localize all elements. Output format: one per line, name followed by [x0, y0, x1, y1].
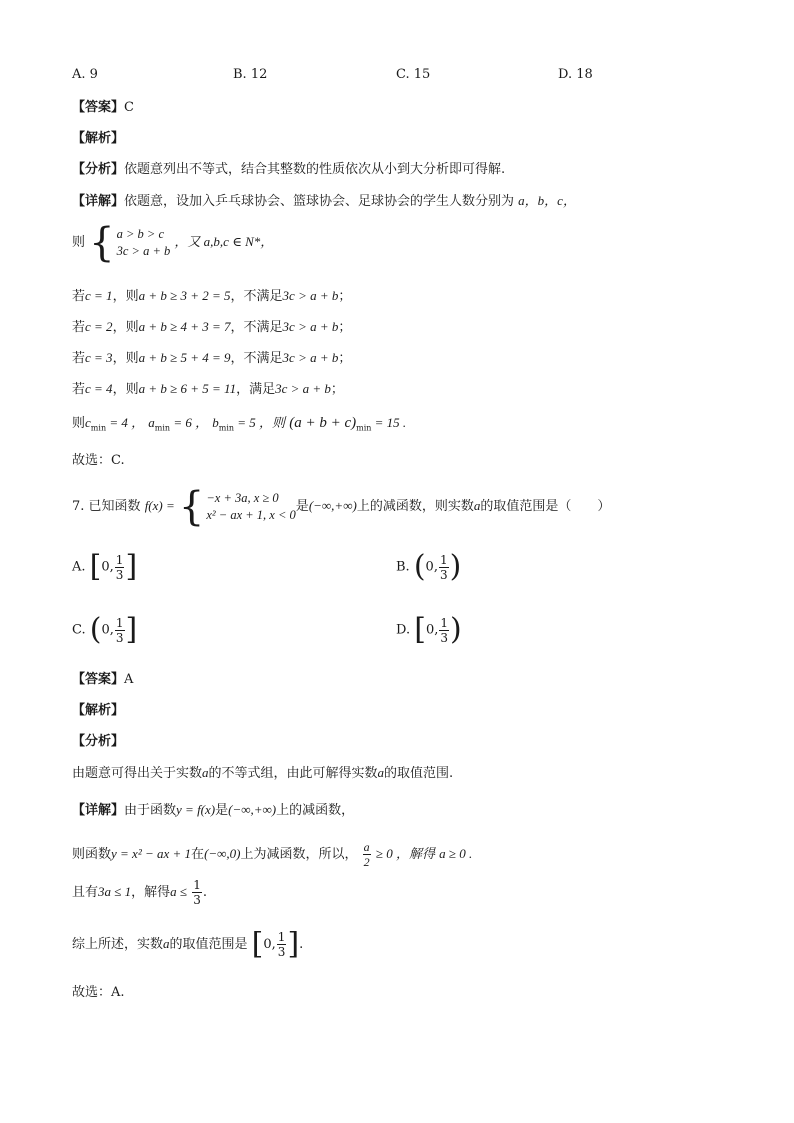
- detail-3-end: .: [202, 885, 207, 900]
- detail-3-result: a ≤: [170, 884, 188, 899]
- detail-vars: a，b，c，: [518, 193, 576, 208]
- piece-2: x² − ax + 1, x < 0: [206, 507, 296, 522]
- interval-zero: 0,: [425, 559, 438, 575]
- interval-zero: 0,: [101, 622, 114, 638]
- min-sub: min: [154, 423, 171, 433]
- piece-1: −x + 3a, x ≥ 0: [206, 490, 279, 505]
- piecewise-function: [178, 483, 296, 530]
- q6-case-2: [72, 318, 351, 337]
- case-ineq: a + b ≥ 3 + 2 = 5: [138, 288, 231, 303]
- q6-min-line: [72, 414, 406, 438]
- case-pre: 若: [72, 320, 86, 335]
- q7-analysis-tag: 【解析】: [72, 703, 125, 718]
- q6-system-line: [72, 219, 274, 266]
- sum-val: = 15 .: [371, 415, 407, 430]
- fenxi-tag: 【分析】: [72, 162, 125, 177]
- case-check: 3c > a + b: [282, 319, 339, 334]
- denominator: 3: [115, 630, 124, 645]
- detail-4-mid: 的取值范围是: [169, 937, 248, 952]
- denominator: 3: [439, 567, 448, 582]
- case-cond: c = 4: [85, 381, 113, 396]
- interval-zero: 0,: [101, 559, 114, 575]
- q7-a: a: [473, 498, 481, 513]
- q7-detail-2: [72, 836, 472, 873]
- q7-stem-pre: 7. 已知函数: [72, 499, 141, 514]
- q7-option-b: [396, 549, 462, 584]
- case-check: 3c > a + b: [282, 350, 339, 365]
- detail-2-ge: ≥ 0 ，解得: [375, 846, 435, 861]
- q7-detail-3: [72, 874, 207, 911]
- detail-1-mid: 是: [215, 803, 229, 818]
- numerator: 1: [115, 615, 124, 630]
- case-cond: c = 1: [85, 288, 113, 303]
- left-brace: {: [89, 219, 115, 266]
- detail-4-pre: 综上所述，实数: [72, 937, 164, 952]
- option-label: C.: [72, 622, 86, 638]
- q6-option-a: A. 9: [72, 67, 98, 82]
- denominator: 3: [115, 567, 124, 582]
- option-label: D.: [396, 622, 411, 638]
- detail-4-end: .: [299, 937, 304, 952]
- fenxi-part-3: 的取值范围.: [384, 766, 454, 781]
- right-bracket: ]: [287, 926, 300, 962]
- case-ineq: a + b ≥ 5 + 4 = 9: [138, 350, 231, 365]
- case-pre: 若: [72, 351, 86, 366]
- q6-fenxi: [72, 161, 505, 179]
- case-pre: 若: [72, 289, 86, 304]
- q7-stem-mid: 是: [295, 499, 309, 514]
- case-end: ；: [338, 351, 352, 366]
- q7-choose: 故选：A.: [72, 985, 125, 1000]
- q7-option-c: [72, 612, 138, 647]
- case-ineq: a + b ≥ 4 + 3 = 7: [138, 319, 231, 334]
- q6-answer: [72, 99, 134, 117]
- q6-case-3: [72, 349, 351, 368]
- q6-analysis-tag: 【解析】: [72, 131, 125, 146]
- numerator: 1: [277, 930, 286, 944]
- one-third: [192, 878, 202, 907]
- q7-answer: [72, 671, 133, 689]
- case-verdict: ，满足: [236, 382, 276, 397]
- min-sub: min: [90, 423, 107, 433]
- b-min-val: = 5 ，则: [234, 415, 286, 430]
- left-bracket: [: [251, 926, 264, 962]
- q7-fenxi-tag: 【分析】: [72, 734, 125, 749]
- q7-stem-post: 上的减函数，则实数: [356, 499, 474, 514]
- fraction: [439, 616, 449, 645]
- detail-text: 依题意，设加入乒乓球协会、篮球协会、足球协会的学生人数分别为: [124, 194, 515, 209]
- q6-case-4: [72, 380, 344, 399]
- case-verdict: ，不满足: [230, 320, 283, 335]
- fraction: [277, 930, 287, 959]
- a-min-val: = 6 ，: [170, 415, 209, 430]
- case-check: 3c > a + b: [275, 381, 331, 396]
- right-bracket: ): [449, 549, 462, 584]
- detail-3-mid: ，解得: [131, 885, 171, 900]
- interval-zero: 0,: [263, 937, 276, 952]
- fraction: [115, 616, 125, 645]
- q7-interval: (−∞,+∞): [308, 498, 357, 513]
- q7-fenxi-text: [72, 764, 453, 783]
- right-bracket: ]: [125, 612, 138, 647]
- option-label: B.: [396, 559, 410, 575]
- numerator: 1: [440, 615, 448, 630]
- case-mid: ，则: [112, 351, 139, 366]
- case-ineq: a + b ≥ 6 + 5 = 11: [138, 381, 237, 396]
- q7-detail-1: [72, 801, 354, 820]
- denominator: 3: [193, 893, 201, 907]
- answer-tag: 【答案】: [72, 100, 125, 115]
- inequality-system: [89, 219, 171, 266]
- case-end: ；: [330, 382, 344, 397]
- q6-option-d: D. 18: [558, 67, 593, 82]
- answer-tag: 【答案】: [72, 672, 125, 687]
- b-min-var: b: [212, 415, 219, 430]
- fenxi-part-2: 的不等式组，由此可解得实数: [208, 766, 378, 781]
- system-row-2: 3c > a + b: [116, 243, 171, 258]
- denominator: 3: [277, 945, 286, 959]
- case-end: ；: [338, 320, 352, 335]
- numerator: 1: [115, 552, 124, 567]
- case-mid: ，则: [112, 382, 139, 397]
- interval-zero: 0,: [425, 622, 439, 638]
- q7-detail-4: [72, 926, 303, 963]
- q6-option-c: C. 15: [396, 67, 431, 82]
- detail-2-pre: 则函数: [72, 847, 112, 862]
- var-a: a: [202, 765, 209, 780]
- detail-tag: 【详解】: [72, 803, 125, 818]
- q6-case-1: [72, 287, 351, 306]
- q7-fx: f(x) =: [144, 498, 175, 513]
- detail-1-interval: (−∞,+∞): [228, 802, 277, 817]
- option-label: A.: [72, 559, 86, 575]
- detail-2-result: a ≥ 0 .: [439, 846, 473, 861]
- answer-value: C: [124, 100, 134, 115]
- q7-stem: [72, 484, 610, 529]
- numerator: a: [363, 840, 370, 854]
- min-sub: min: [218, 423, 235, 433]
- fraction: [439, 553, 449, 582]
- detail-1-end: 上的减函数，: [276, 803, 355, 818]
- q6-option-b: B. 12: [233, 67, 268, 82]
- detail-2-mid: 上为减函数，所以，: [240, 847, 358, 862]
- right-bracket: ): [450, 612, 462, 647]
- min-sub: min: [356, 423, 372, 433]
- system-row-1: a > b > c: [116, 226, 165, 241]
- detail-2-in: 在: [191, 847, 205, 862]
- var-a: a: [377, 765, 385, 780]
- answer-value: A: [124, 672, 134, 687]
- q6-detail: [72, 192, 576, 211]
- left-bracket: (: [89, 612, 102, 647]
- left-bracket: [: [89, 549, 102, 584]
- system-after: ，又 a,b,c ∈ N*，: [174, 234, 274, 249]
- case-cond: c = 3: [85, 350, 113, 365]
- right-bracket: ]: [125, 549, 138, 584]
- fenxi-part-1: 由题意可得出关于实数: [72, 766, 203, 781]
- case-end: ；: [338, 289, 352, 304]
- sum-expr: (a + b + c): [289, 415, 357, 431]
- detail-tag: 【详解】: [72, 194, 125, 209]
- q7-option-a: [72, 549, 138, 584]
- q7-option-d: [396, 612, 462, 647]
- fenxi-text: 依题意列出不等式，结合其整数的性质依次从小到大分析即可得解.: [124, 162, 506, 177]
- left-brace: {: [178, 483, 205, 530]
- detail-2-fn: y = x² − ax + 1: [111, 846, 192, 861]
- detail-3-ineq: 3a ≤ 1: [98, 884, 132, 899]
- min-pre: 则: [72, 416, 86, 431]
- numerator: 1: [439, 552, 448, 567]
- case-verdict: ，不满足: [230, 351, 283, 366]
- case-cond: c = 2: [85, 319, 113, 334]
- var-a: a: [163, 936, 170, 951]
- detail-1-pre: 由于函数: [124, 803, 177, 818]
- case-mid: ，则: [112, 289, 139, 304]
- case-verdict: ，不满足: [230, 289, 283, 304]
- case-mid: ，则: [112, 320, 139, 335]
- then-text: 则: [72, 235, 86, 250]
- c-min-var: c: [85, 415, 91, 430]
- a-min-var: a: [148, 415, 155, 430]
- denominator: 2: [363, 855, 370, 869]
- q6-choose: 故选：C.: [72, 453, 125, 468]
- q7-stem-end: 的取值范围是（ ）: [480, 499, 611, 514]
- left-bracket: [: [414, 612, 426, 647]
- case-check: 3c > a + b: [282, 288, 339, 303]
- numerator: 1: [193, 878, 201, 892]
- c-min-val: = 4 ，: [106, 415, 145, 430]
- fraction: [115, 553, 125, 582]
- denominator: 3: [440, 630, 448, 645]
- detail-1-fn: y = f(x): [176, 802, 216, 817]
- left-bracket: (: [413, 549, 426, 584]
- a-over-2: [363, 840, 371, 869]
- detail-2-interval: (−∞,0): [204, 846, 241, 861]
- case-pre: 若: [72, 382, 86, 397]
- detail-3-pre: 且有: [72, 885, 99, 900]
